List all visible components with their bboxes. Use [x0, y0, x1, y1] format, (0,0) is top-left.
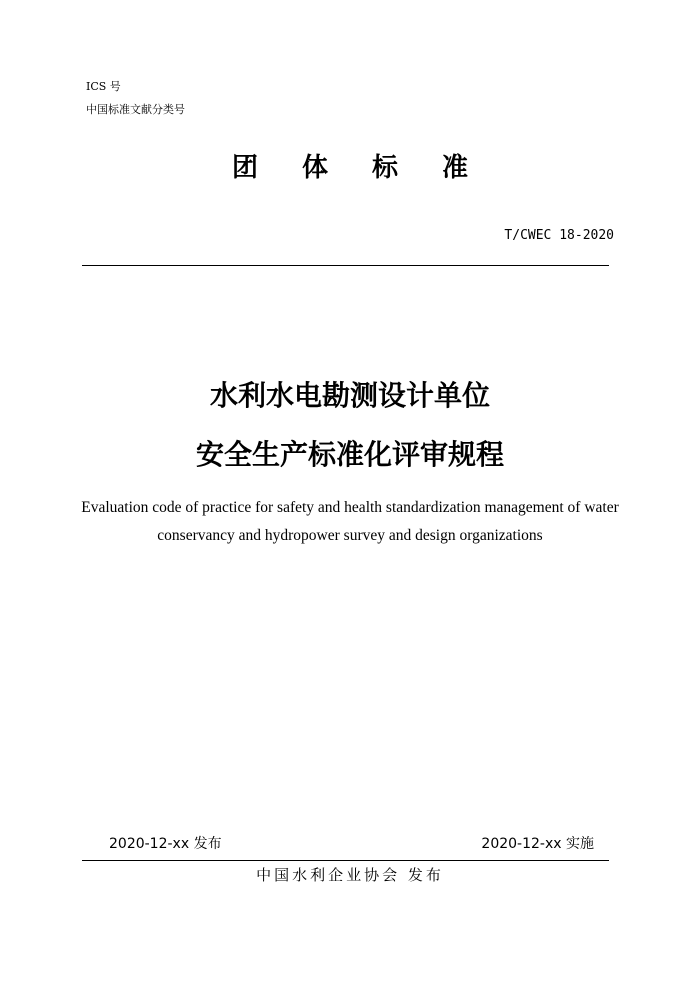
top-divider — [82, 265, 609, 266]
implement-date: 2020-12-xx 实施 — [481, 836, 594, 852]
standard-type-char: 团 — [231, 153, 258, 183]
bottom-divider — [82, 860, 609, 861]
clc-number: 中国标准文献分类号 — [86, 103, 185, 116]
standard-number: T/CWEC 18-2020 — [504, 228, 614, 243]
ics-number: ICS 号 — [86, 80, 121, 93]
standard-type-char: 体 — [301, 153, 328, 183]
publish-date: 2020-12-xx 发布 — [109, 836, 222, 852]
chinese-title-line-1: 水利水电勘测设计单位 — [209, 379, 490, 412]
issuing-organization: 中国水利企业协会 发布 — [256, 866, 444, 884]
standard-type-heading — [0, 150, 700, 186]
chinese-title-line-2: 安全生产标准化评审规程 — [195, 438, 504, 471]
english-title: Evaluation code of practice for safety and health standardization management of water conservancy and hydropower survey and design organizations — [81, 499, 619, 544]
standard-type-char: 准 — [442, 153, 469, 183]
standard-type-char: 标 — [372, 153, 399, 183]
